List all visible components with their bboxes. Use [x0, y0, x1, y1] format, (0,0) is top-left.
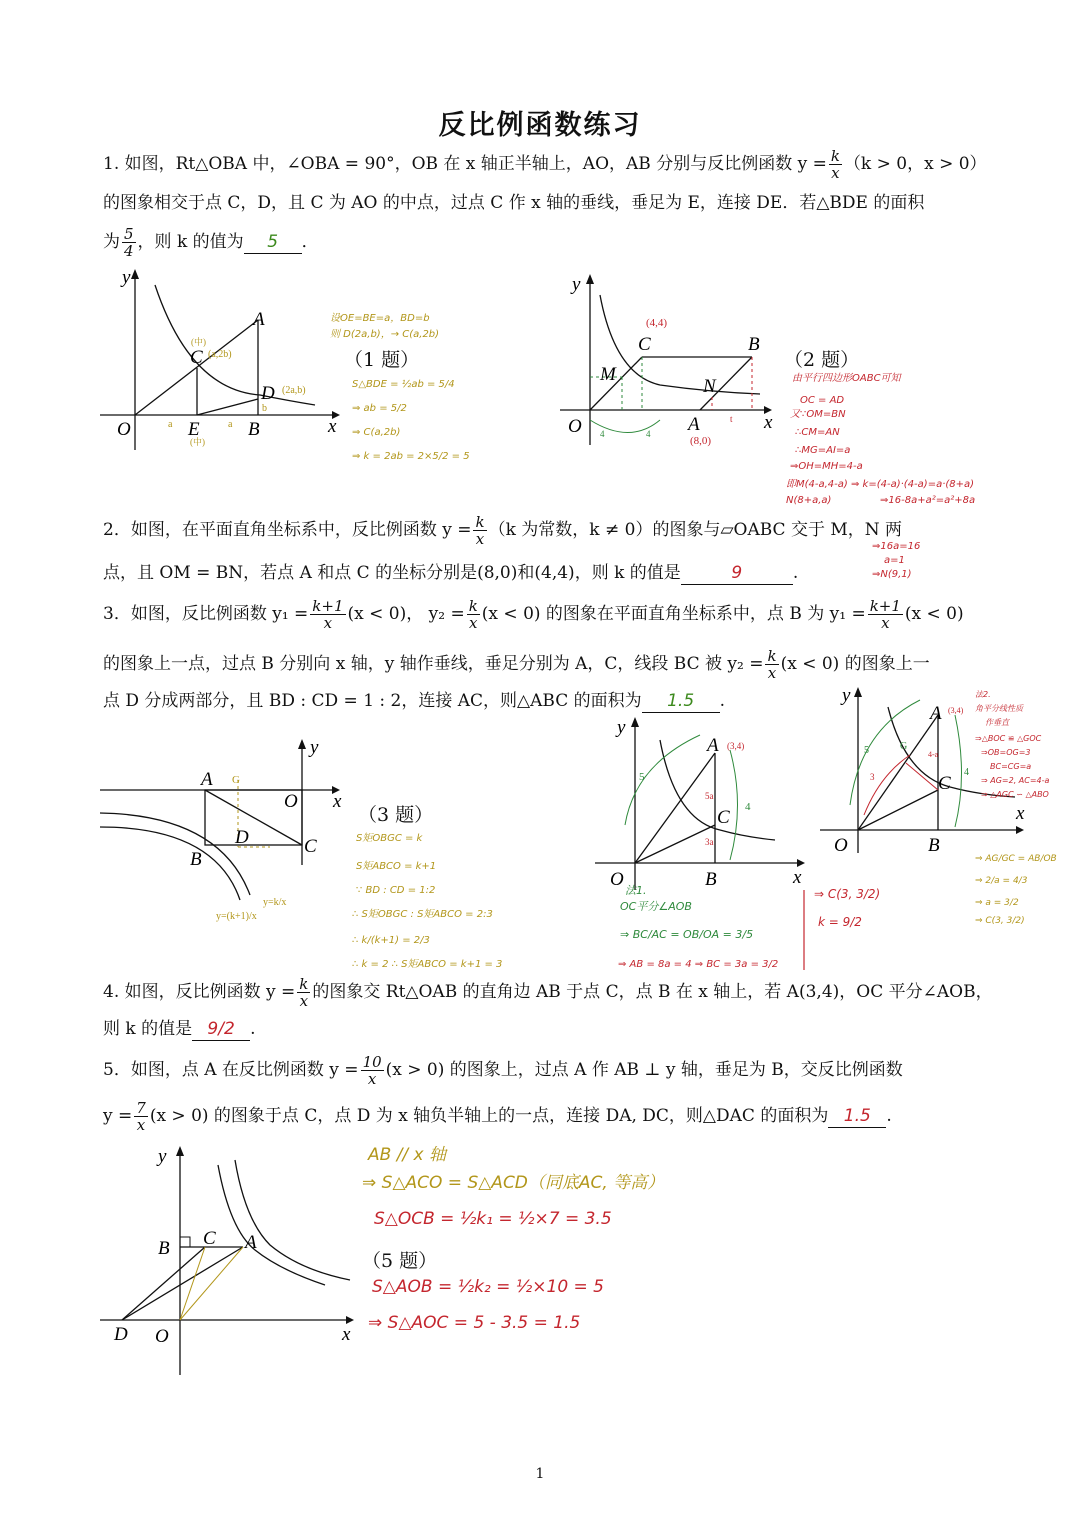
q1-axis-y: y: [122, 267, 131, 288]
q2-note-9: ⇒16a=16: [872, 541, 921, 552]
q4-right-note-2: 作垂直: [985, 718, 1009, 727]
q3-line3-text: 点 D 分成两部分，且 BD : CD = 1 : 2，连接 AC，则△ABC 的面积为: [103, 691, 642, 711]
q3-curve-label-2: y=k/x: [263, 897, 287, 908]
q3-frac-2: [467, 598, 480, 631]
page-number: 1: [535, 1466, 545, 1482]
q3-note-0: S矩OBGC = k: [356, 833, 423, 844]
q1-origin: O: [117, 419, 131, 440]
q1-text: 1. 如图，Rt△OBA 中，∠OBA = 90°，OB 在 x 轴正半轴上，AO，AB 分别与反比例函数 y =: [103, 154, 827, 174]
q1-point-c: C: [190, 347, 203, 368]
q4r-three: 3: [870, 772, 875, 782]
q4-three-a: 3a: [705, 837, 714, 847]
q3-point-b: B: [190, 849, 202, 870]
q3-figure: [100, 735, 360, 925]
q2-note-1: OC = AD: [800, 395, 845, 406]
q2-point-c: C: [638, 334, 651, 355]
q3-axis-x: x: [333, 791, 342, 812]
q5-frac-1: [361, 1054, 384, 1087]
q3-frac-4: [765, 648, 778, 681]
q3-frac-3-den: x: [881, 614, 890, 632]
q4-red-note-1: ⇒ C(3, 3/2): [814, 887, 881, 901]
q4-line1-pre: 4. 如图，反比例函数 y =: [103, 982, 296, 1002]
q2-note-2: 又∵OM=BN: [790, 409, 846, 420]
q2-text-tail: （k 为常数，k ≠ 0）的图象与▱OABC 交于 M，N 两: [488, 520, 903, 540]
q3-frac-4-den: x: [767, 664, 777, 682]
q1-axis-x: x: [328, 416, 337, 437]
q2-axis-x: x: [764, 412, 773, 433]
q3-line1-tail: (x < 0): [904, 604, 964, 624]
q3-line2-pre: 的图象上一点，过点 B 分别向 x 轴，y 轴作垂线，垂足分别为 A，C，线段 BC 被 y₂ =: [103, 654, 764, 674]
q5-point-d: D: [114, 1324, 128, 1345]
q4-fraction: [297, 976, 310, 1009]
q3-note-4: ∴ k/(k+1) = 2/3: [352, 935, 430, 946]
q4-answer: 9/2: [192, 1018, 250, 1041]
q2-point-n: N: [703, 376, 716, 397]
q3-note-1: S矩ABCO = k+1: [356, 861, 437, 872]
q4-right-note-11: ⇒ C(3, 3/2): [975, 916, 1025, 926]
q1-answer: 5: [244, 231, 302, 254]
q4r-origin: O: [834, 835, 848, 855]
q3-frac-2-num: k: [468, 597, 478, 615]
q5-line2: [103, 1100, 983, 1133]
q4-axis-y: y: [617, 717, 626, 738]
q3-line2: [103, 648, 983, 681]
q5-frac-2-den: x: [136, 1116, 146, 1134]
q5-point-a: A: [245, 1232, 257, 1253]
q2-line2-pre: 点，且 OM = BN，若点 A 和点 C 的坐标分别是: [103, 563, 478, 583]
q3-frac-3: [868, 598, 903, 631]
q4-green-note-0: 法1.: [625, 884, 647, 897]
q3-frac-2-den: x: [469, 614, 478, 632]
q4-a-coord: (3,4): [727, 741, 745, 751]
q3-note-2: ∵ BD : CD = 1:2: [356, 885, 436, 896]
q4-right-note-5: BC=CG=a: [990, 762, 1032, 771]
q3-axis-y: y: [310, 737, 319, 758]
q4-line1-post: 的图象交 Rt△OAB 的直角边 AB 于点 C，点 B 在 x 轴上，若 A: [312, 982, 799, 1002]
q2-line1: [103, 514, 983, 547]
q5-caption: （5 题）: [362, 1250, 438, 1272]
q5-axis-x: x: [342, 1324, 351, 1345]
q2-point-m: M: [600, 364, 616, 385]
q1-a-label-1: a: [168, 419, 173, 430]
q1-c-mid: (中): [191, 337, 206, 347]
q1-line2: 的图象相交于点 C，D，且 C 为 AO 的中点，过点 C 作 x 轴的垂线，垂足为 E，连接 DE．若△BDE 的面积: [103, 193, 925, 213]
q2-answer: 9: [681, 562, 793, 585]
q1-note-1: 则 D(2a,b)，→ C(a,2b): [330, 329, 440, 340]
q1-note-0: 设OE=BE=a，BD=b: [330, 313, 430, 324]
q5-olive-note-0: AB // x 轴: [368, 1145, 447, 1165]
q3-line1-mid: (x < 0)， y₂ =: [347, 604, 465, 624]
q4-frac-num: k: [299, 975, 309, 993]
q2-figure: [560, 270, 790, 450]
q3-frac-1-den: x: [323, 614, 333, 632]
q1-caption: （1 题）: [344, 349, 420, 371]
q5-figure: [100, 1140, 370, 1380]
q4-point-c: C: [717, 807, 730, 828]
q4r-point-a: A: [930, 703, 942, 724]
q3-curve-label-1: y=(k+1)/x: [216, 911, 257, 922]
q4r-four-minus-a: 4-a: [928, 750, 939, 759]
q1-line3-post: ，则 k 的值为: [137, 232, 244, 252]
q4-green-note-1: OC平分∠AOB: [620, 900, 692, 913]
q1-a-label-2: a: [228, 419, 233, 430]
q2-note-7: N(8+a,a): [786, 495, 832, 506]
q1-point-a: A: [253, 309, 265, 330]
q1-point-b: B: [248, 419, 260, 440]
q4-axis-x: x: [793, 867, 802, 888]
q5-end: .: [886, 1106, 892, 1126]
q2-four-label-b: 4: [646, 429, 651, 439]
q1-area-num: 5: [124, 225, 134, 243]
q4r-point-b: B: [928, 835, 940, 855]
q5-axis-y: y: [158, 1146, 167, 1167]
q4r-point-g: G: [900, 741, 908, 752]
q2-caption: （2 题）: [784, 349, 860, 371]
q5-line1-post: (x > 0) 的图象上，过点 A 作 AB ⊥ y 轴，垂足为 B，交反比例函数: [385, 1060, 903, 1080]
q4-right-note-7: ⇒ △AGC ∽ △ABO: [981, 790, 1049, 799]
q4r-a-coord: (3,4): [948, 706, 964, 715]
q4-point-b: B: [705, 869, 717, 890]
q2-c-coord: (4,4): [646, 317, 668, 329]
q2-fraction: [473, 514, 486, 547]
q3-frac-4-num: k: [767, 647, 777, 665]
q2-point-a: A: [688, 414, 700, 435]
q1-fraction: [829, 148, 842, 181]
q2-point-b: B: [748, 334, 760, 355]
q3-end: .: [719, 691, 726, 711]
q1-line3-pre: 为: [103, 232, 120, 252]
q3-line1-mid2: (x < 0) 的图象在平面直角坐标系中，点 B 为 y₁ =: [481, 604, 866, 624]
q4-right-note-4: ⇒OB=OG=3: [981, 748, 1031, 757]
q2-line2: [103, 562, 983, 585]
q4-point-a: A: [707, 735, 719, 756]
q3-line1-pre: 3．如图，反比例函数 y₁ =: [103, 604, 309, 624]
q1-note-4: ⇒ C(a,2b): [352, 427, 401, 438]
q1-note-3: ⇒ ab = 5/2: [352, 403, 407, 414]
q2-t-label: t: [730, 414, 733, 424]
q1-frac-den: x: [831, 164, 840, 182]
q1-c-coord: (a,2b): [208, 349, 232, 360]
q3-point-d: D: [235, 827, 249, 848]
q4r-axis-y: y: [842, 685, 851, 706]
q2-and: 和: [517, 563, 535, 583]
q4-red-note-0: ⇒ AB = 8a = 4 ⇒ BC = 3a = 3/2: [618, 959, 779, 970]
q1-line3: [103, 226, 983, 259]
q4r-five: 5: [864, 745, 869, 756]
q3-frac-1-num: k+1: [312, 597, 344, 615]
q2-note-0: 由平行四边形OABC可知: [792, 373, 901, 384]
q5-olive-note-1: ⇒ S△ACO = S△ACD（同底AC, 等高）: [362, 1173, 665, 1193]
q5-point-b: B: [158, 1238, 170, 1259]
q5-line1-pre: 5．如图，点 A 在反比例函数 y =: [103, 1060, 359, 1080]
q4-line1-tail: ，OC 平分∠AOB，: [839, 982, 993, 1002]
q2-note-5: ⇒OH=MH=4-a: [790, 461, 863, 472]
q3-answer: 1.5: [642, 690, 720, 713]
q2-note-4: ∴MG=AI=a: [795, 445, 851, 456]
q1-d-coord: (2a,b): [282, 385, 306, 396]
q4-right-note-1: 角平分线性质: [975, 704, 1023, 713]
q4-end: .: [250, 1019, 256, 1039]
page-title: 反比例函数练习: [438, 110, 642, 141]
q2-a-coord: (8,0): [690, 435, 712, 447]
q4-right-note-9: ⇒ 2/a = 4/3: [975, 876, 1028, 886]
q2-note-11: ⇒N(9,1): [872, 569, 912, 580]
q5-red-note-2: ⇒ S△AOC = 5 - 3.5 = 1.5: [368, 1313, 581, 1333]
q4-right-note-6: ⇒ AG=2, AC=4-a: [981, 776, 1050, 785]
q4-right-note-3: ⇒△BOC ≌ △GOC: [975, 734, 1042, 743]
q5-frac-2-num: 7: [136, 1099, 146, 1117]
q4-four: 4: [745, 801, 751, 813]
q4-divider: [800, 890, 808, 970]
q2-frac-num: k: [475, 513, 485, 531]
q3-note-5: ∴ k = 2 ∴ S矩ABCO = k+1 = 3: [352, 959, 503, 970]
q4-line1: [103, 975, 993, 1010]
q1-end: ．: [301, 232, 319, 252]
q3-frac-1: [310, 598, 345, 631]
q4-right-note-0: 法2.: [975, 690, 991, 699]
q1-point-d: D: [261, 383, 275, 404]
q3-line2-tail: (x < 0) 的图象上一: [780, 654, 930, 674]
q2-four-label-a: 4: [600, 429, 605, 439]
q1-area-fraction: [122, 226, 136, 259]
q4-line2-pre: 则 k 的值是: [103, 1019, 193, 1039]
q4-red-note-2: k = 9/2: [818, 915, 862, 929]
q3-caption: （3 题）: [358, 804, 434, 826]
q3-line1: [103, 598, 983, 631]
q1-text-tail: （k > 0，x > 0）: [843, 154, 987, 174]
q4r-four: 4: [964, 767, 969, 778]
q4-right-note-10: ⇒ a = 3/2: [975, 898, 1019, 908]
q4-line2: [103, 1018, 983, 1041]
q5-frac-1-den: x: [367, 1070, 377, 1088]
q5-red-note-0: S△OCB = ½k₁ = ½×7 = 3.5: [374, 1209, 612, 1229]
q4-origin: O: [610, 869, 624, 890]
q5-line2-pre: y =: [103, 1106, 133, 1126]
q3-point-g: G: [232, 774, 240, 786]
q5-red-note-1: S△AOB = ½k₂ = ½×10 = 5: [372, 1277, 604, 1297]
q2-coord-a: (8,0): [477, 563, 518, 583]
q5-frac-1-num: 10: [362, 1053, 382, 1071]
q5-point-c: C: [203, 1228, 216, 1249]
q2-origin: O: [568, 416, 582, 437]
q2-end: .: [792, 563, 799, 583]
q2-text: 2．如图，在平面直角坐标系中，反比例函数 y =: [103, 520, 472, 540]
q5-frac-2: [134, 1100, 148, 1133]
q4-green-note-2: ⇒ BC/AC = OB/OA = 3/5: [620, 928, 754, 941]
q1-area-den: 4: [124, 242, 134, 260]
q4-coord-a: (3,4): [798, 982, 840, 1002]
q3-point-a: A: [201, 769, 213, 790]
q4-right-note-8: ⇒ AG/GC = AB/OB: [975, 854, 1057, 864]
q2-note-8: ⇒16-8a+a²=a²+8a: [880, 495, 976, 506]
q1-line1: [103, 147, 987, 182]
q5-line2-post: (x > 0) 的图象于点 C，点 D 为 x 轴负半轴上的一点，连接 DA, DC，则△DAC 的面积为: [149, 1106, 829, 1126]
q4r-point-c: C: [938, 773, 951, 794]
q1-e-mid: (中): [190, 437, 205, 447]
q4r-axis-x: x: [1016, 803, 1025, 824]
q5-line1: [103, 1054, 983, 1087]
q2-line2-post: ，则 k 的值是: [574, 563, 681, 583]
q1-figure: [100, 265, 340, 455]
q1-point-e: E: [188, 419, 200, 440]
q4-five-a: 5a: [705, 791, 714, 801]
q2-frac-den: x: [475, 530, 485, 548]
q4-frac-den: x: [299, 992, 309, 1010]
q1-frac-num: k: [830, 147, 840, 165]
q3-frac-3-num: k+1: [869, 597, 901, 615]
q2-note-3: ∴CM=AN: [795, 427, 840, 438]
q2-note-6: 即M(4-a,4-a) ⇒ k=(4-a)·(4-a)=a·(8+a): [786, 479, 975, 490]
q3-point-c: C: [304, 836, 317, 857]
q2-note-10: a=1: [884, 555, 905, 566]
q3-origin: O: [284, 791, 298, 812]
q2-coord-c: (4,4): [534, 563, 575, 583]
q1-b-label: b: [262, 403, 267, 414]
q1-note-5: ⇒ k = 2ab = 2×5/2 = 5: [352, 451, 470, 462]
q5-origin: O: [155, 1326, 169, 1347]
q1-note-2: S△BDE = ½ab = 5/4: [352, 379, 455, 390]
q2-axis-y: y: [572, 274, 581, 295]
q4-five: 5: [639, 771, 645, 783]
q5-answer: 1.5: [828, 1105, 886, 1128]
q3-note-3: ∴ S矩OBGC : S矩ABCO = 2:3: [352, 909, 493, 920]
q4-figure-left: [595, 715, 810, 895]
